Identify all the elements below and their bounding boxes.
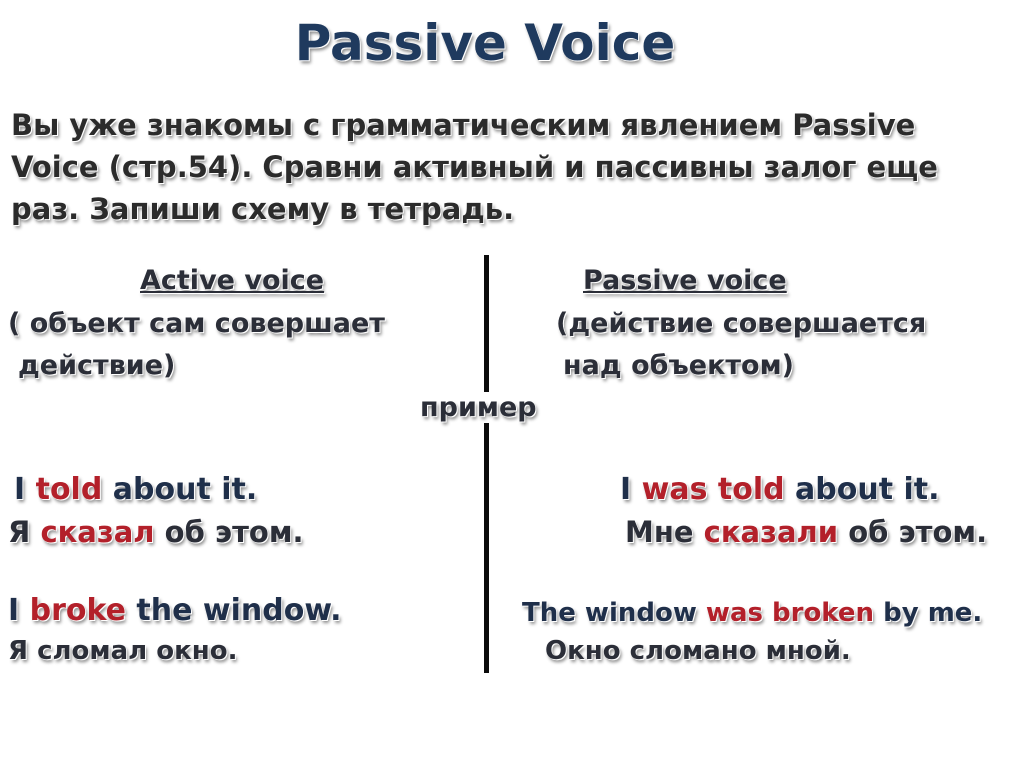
example-text: about it. xyxy=(784,472,940,507)
active-desc-line-1: ( объект сам совершает xyxy=(8,308,385,339)
slide-title: Passive Voice xyxy=(294,14,676,72)
passive-desc-line-1: (действие совершается xyxy=(556,308,927,339)
passive-voice-heading: Passive voice xyxy=(583,265,787,296)
active-voice-heading: Active voice xyxy=(140,265,325,296)
example-text: Мне xyxy=(625,515,704,549)
column-divider xyxy=(484,255,489,673)
passive-example-1 xyxy=(620,472,940,507)
example-text: об этом. xyxy=(154,515,304,549)
example-text: Я xyxy=(8,515,41,549)
intro-line-1: Вы уже знакомы с грамматическим явлением Passive xyxy=(11,108,916,142)
highlighted-verb: сказали xyxy=(703,515,839,549)
intro-line-2: Voice (стр.54). Сравни активный и пассивны залог еще xyxy=(11,150,938,184)
passive-example-2-translation: Окно сломано мной. xyxy=(545,636,851,666)
example-label: пример xyxy=(420,392,537,423)
example-text: the window. xyxy=(125,593,342,628)
highlighted-verb: was told xyxy=(641,472,785,507)
active-example-1 xyxy=(14,472,257,507)
passive-desc-line-2: над объектом) xyxy=(563,350,795,381)
active-example-2-translation: Я сломал окно. xyxy=(8,636,238,666)
example-text: about it. xyxy=(102,472,258,507)
highlighted-verb: сказал xyxy=(40,515,155,549)
intro-line-3: раз. Запиши схему в тетрадь. xyxy=(11,192,515,226)
active-desc-line-2: действие) xyxy=(18,350,176,381)
highlighted-verb: broke xyxy=(29,593,126,628)
active-example-2 xyxy=(8,593,342,628)
example-text: by me. xyxy=(874,598,983,628)
passive-example-2 xyxy=(522,598,982,628)
example-text: I xyxy=(8,593,30,628)
active-example-1-translation xyxy=(8,515,304,549)
example-text: The window xyxy=(522,598,706,628)
passive-example-1-translation xyxy=(625,515,987,549)
highlighted-verb: was broken xyxy=(705,598,875,628)
example-text: I xyxy=(620,472,642,507)
example-text: об этом. xyxy=(838,515,988,549)
example-text: I xyxy=(14,472,36,507)
highlighted-verb: told xyxy=(35,472,103,507)
